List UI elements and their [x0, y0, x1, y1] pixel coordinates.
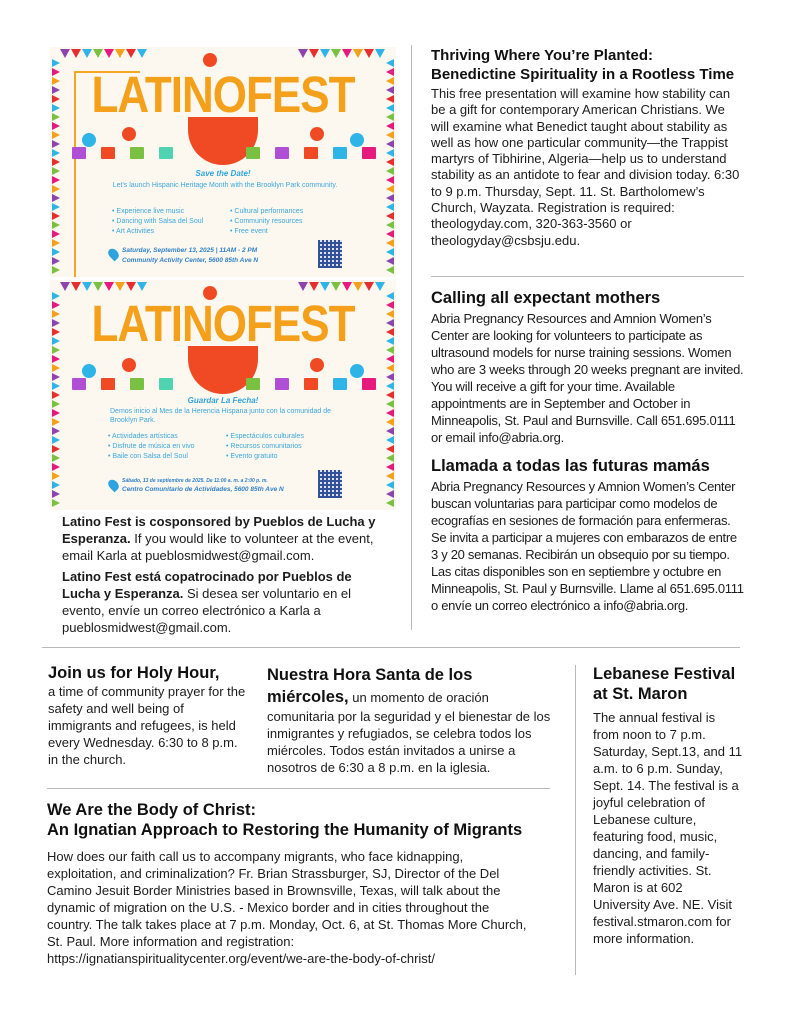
bullet-item: • Actividades artísticas: [108, 432, 220, 441]
bullet-item: • Community resources: [230, 217, 342, 226]
bullet-item: • Baile con Salsa del Soul: [108, 452, 220, 461]
caption-bold: Latino Fest is cosponsored by Pueblos de Lucha y Esperanza.: [62, 514, 376, 546]
papel-picado-flags: [72, 147, 376, 159]
bullet-item: • Cultural performances: [230, 207, 342, 216]
flower-icon: [310, 127, 324, 141]
article-title: Llamada a todas las futuras mamás: [431, 457, 710, 475]
poster-title: LATINOFEST: [91, 296, 355, 353]
expectant-mothers-article: [431, 288, 746, 446]
bullet-item: • Free event: [230, 227, 342, 236]
article-body: The annual festival is from noon to 7 p.m. Saturday, Sept.13, and 11 a.m. to 6 p.m. Sunday, Sept. 14. The festival is a joyful celebration of Lebanese culture, featuring food, music, dancing, and family-friendly activities. St. Maron is at 602 University Ave. NE. Visit festival.stmaron.com for more information.: [593, 710, 743, 946]
bullet-item: • Recursos comunitarios: [226, 442, 338, 451]
poster-description: Demos inicio al Mes de la Herencia Hispana junto con la comunidad de Brooklyn Park.: [110, 408, 332, 424]
article-body: How does our faith call us to accompany migrants, who face kidnapping, exploitation, and criminalization? Fr. Brian Strassburger, SJ, Director of the Del Camino Jesuit Border Ministries based in Brownsville, Texas, will talk about the dynamic of migration on the U.S. - Mexico border and in cities throughout the country. The talk takes place at 7 p.m. Monday, Oct. 6, at St. Thomas More Church, St. Paul. More information and registration: https://ignatianspiritualitycenter.org/event/we-are-the-body-of-christ/: [47, 849, 527, 966]
poster-subtitle: Guardar La Fecha!: [187, 396, 259, 405]
poster-bullets: [108, 432, 338, 461]
location-pin-icon: [106, 247, 121, 262]
column-divider: [411, 45, 412, 630]
bullet-item: • Art Activities: [112, 227, 224, 236]
poster-date: Sábado, 13 de septiembre de 2025. De 11:00 a. m. a 2:00 p. m.: [122, 478, 268, 484]
flower-icon: [350, 133, 364, 147]
article-body: Abria Pregnancy Resources and Amnion Women’s Center are looking for volunteers to participate as ultrasound models for nurse training sessions. Women who are 3 weeks through 20 weeks pregnant are invited. You will receive a gift for your time. Available appointments are in September and October in Minneapolis, St. Paul and Burnsville. Call 651.695.0111 or email info@abria.org.: [431, 311, 744, 445]
article-title: Benedictine Spirituality in a Rootless Time: [431, 66, 735, 83]
flower-icon: [310, 358, 324, 372]
article-body: a time of community prayer for the safety and well being of immigrants and refugees, is held every Wednesday. 6:30 to 8 p.m. in the church.: [48, 684, 246, 767]
article-title: An Ignatian Approach to Restoring the Humanity of Migrants: [47, 821, 523, 839]
article-title: Join us for Holy Hour,: [48, 664, 220, 682]
bunting-top-right: [298, 49, 386, 58]
section-divider: [431, 276, 744, 277]
bullet-item: • Disfrute de música en vivo: [108, 442, 220, 451]
bunting-top-left: [60, 49, 148, 58]
poster-description: Let's launch Hispanic Heritage Month with the Brooklyn Park community.: [112, 182, 338, 189]
flower-icon: [203, 53, 217, 67]
flower-icon: [82, 133, 96, 147]
latinofest-poster-spanish: [50, 280, 396, 510]
column-divider: [575, 665, 576, 975]
article-title: We Are the Body of Christ:: [47, 801, 257, 819]
article-title: Calling all expectant mothers: [431, 289, 661, 307]
location-pin-icon: [106, 478, 121, 493]
caption-bold: Latino Fest está copatrocinado por Pueblos de Lucha y Esperanza.: [62, 569, 352, 601]
thriving-article: [431, 46, 751, 249]
holy-hour-english: [48, 663, 248, 768]
section-divider: [47, 788, 550, 789]
latinofest-caption-spanish: [62, 568, 382, 636]
latinofest-poster-english: [50, 47, 396, 277]
holy-hour-spanish: [267, 664, 557, 776]
bullet-item: • Espectáculos culturales: [226, 432, 338, 441]
poster-location: Community Activity Center, 5600 85th Ave N: [122, 257, 259, 264]
bunting-top-right: [298, 282, 386, 291]
body-of-christ-article: [47, 800, 557, 967]
article-title: Nuestra Hora Santa de los miércoles,: [267, 666, 473, 706]
flower-icon: [122, 127, 136, 141]
poster-location: Centro Comunitario de Actividades, 5600 85th Ave N: [122, 486, 284, 493]
flower-icon: [350, 364, 364, 378]
latinofest-caption-english: [62, 513, 394, 564]
poster-bullets: [112, 207, 342, 236]
article-title: Lebanese Festival at St. Maron: [593, 665, 736, 703]
bullet-item: • Experience live music: [112, 207, 224, 216]
article-body: un momento de oración comunitaria por la seguridad y el bienestar de los inmigrantes y refugiados, se celebra todos los miércoles. Todos están invitados a unirse a nosotros de 6:30 a 8 p.m. en la iglesia.: [267, 690, 551, 775]
qr-code-icon[interactable]: [318, 240, 342, 268]
caption-text: If you would like to volunteer at the event, email Karla at pueblosmidwest@gmail.com.: [62, 531, 374, 563]
section-divider: [42, 647, 740, 648]
poster-date: Saturday, September 13, 2025 | 11AM - 2 PM: [122, 247, 258, 254]
qr-code-icon[interactable]: [318, 470, 342, 498]
article-title: Thriving Where You’re Planted:: [431, 47, 653, 64]
flower-icon: [82, 364, 96, 378]
flower-icon: [122, 358, 136, 372]
article-body: Abria Pregnancy Resources y Amnion Women’s Center buscan voluntarias para participar como modelos de ecografías en sesiones de formación para enfermeras. Se invita a participar a mujeres con embarazos de entre 3 y 20 semanas. Recibirán un obsequio por su tiempo. Las citas disponibles son en septiembre y octubre en Minneapolis, St. Paul y Burnsville. Llame al 651.695.0111 o envíe un correo electrónico a info@abria.org.: [431, 479, 744, 613]
bullet-item: • Dancing with Salsa del Soul: [112, 217, 224, 226]
bunting-top-left: [60, 282, 148, 291]
futuras-mamas-article: [431, 456, 746, 614]
caption-text: Si desea ser voluntario en el evento, envíe un correo electrónico a Karla a pueblosmidwest@gmail.com.: [62, 586, 352, 635]
poster-title: LATINOFEST: [91, 67, 355, 124]
poster-subtitle: Save the Date!: [195, 169, 251, 178]
papel-picado-flags: [72, 378, 376, 390]
lebanese-festival-article: [593, 664, 753, 947]
bullet-item: • Evento gratuito: [226, 452, 338, 461]
article-body: This free presentation will examine how stability can be a gift for contemporary American Christians. We will examine what Benedict taught about stability as well as how one particular community—the Trappist martyrs of Tibhirine, Algeria—help us to understand stability as an antidote to fear and division today. 6:30 to 9 p.m. Thursday, Sept. 11. St. Bartholomew’s Church, Wayzata. Registration is required: theologyday.com, 320-363-3560 or theologyday@csbsju.edu.: [431, 86, 740, 248]
